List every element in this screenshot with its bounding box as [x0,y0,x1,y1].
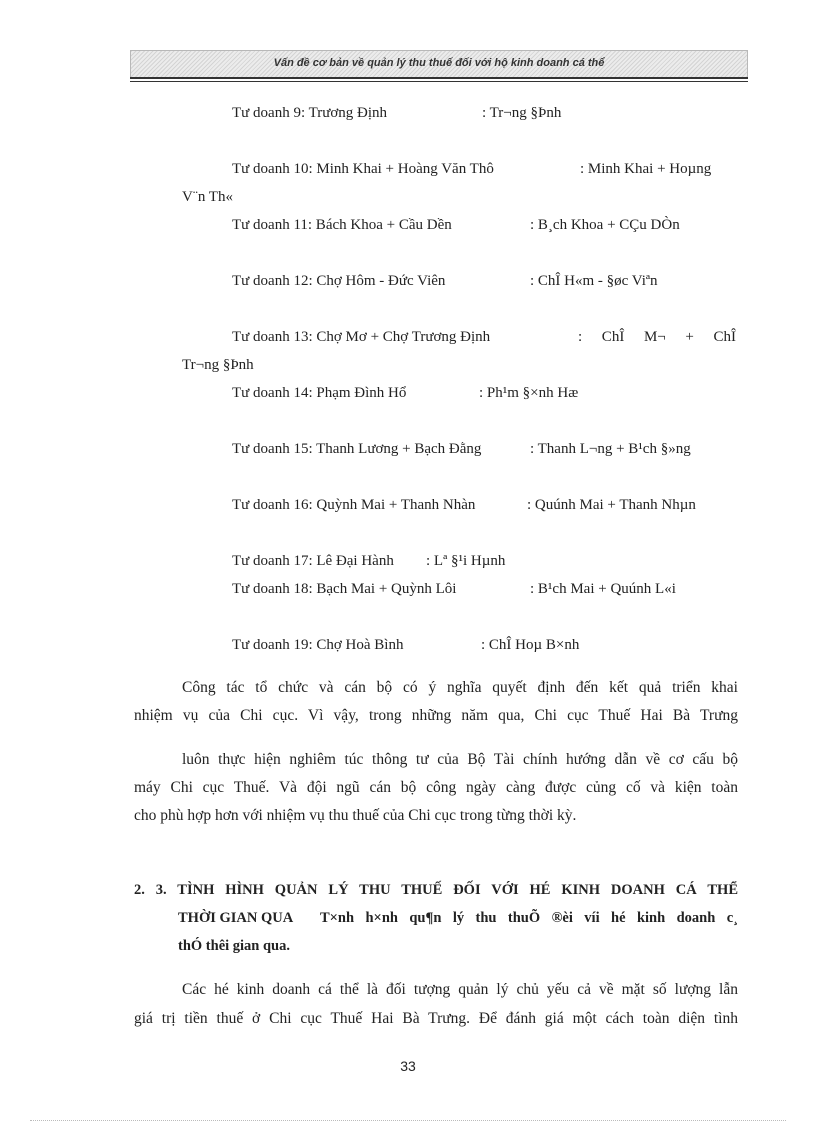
tu-doanh-11-garbled: : B¸ch Khoa + CÇu DÒn [530,217,680,233]
tu-doanh-15-garbled: : Thanh L¬ng + B¹ch §»ng [530,441,691,457]
header-rule [130,77,748,79]
tu-doanh-11-name: Tư doanh 11: Bách Khoa + Cầu Dền [232,217,452,233]
paragraph-2-line-3: cho phù hợp hơn với nhiệm vụ thu thuế của Chi cục trong từng thời kỳ. [134,807,577,824]
tu-doanh-10-cont: V¨n Th« [182,189,233,205]
section-heading-line-3: thÓ thêi gian qua. [178,938,290,954]
tu-doanh-12-garbled: : ChÎ H«m - §øc Viªn [530,273,658,289]
tu-doanh-19-garbled: : ChÎ Hoµ B×nh [481,637,580,653]
tu-doanh-19-name: Tư doanh 19: Chợ Hoà Bình [232,637,404,653]
tu-doanh-10-name: Tư doanh 10: Minh Khai + Hoàng Văn Thô [232,161,494,177]
tu-doanh-16-garbled: : Quúnh Mai + Thanh Nhµn [527,497,696,513]
tu-doanh-15-name: Tư doanh 15: Thanh Lương + Bạch Đằng [232,441,482,457]
page-number: 33 [400,1058,416,1074]
tu-doanh-9-name: Tư doanh 9: Trương Định [232,105,388,121]
section-heading-line-1: 2. 3. TÌNH HÌNH QUẢN LÝ THU THUẾ ĐỐI VỚI HÉ KINH DOANH CÁ THỂ [134,882,738,898]
paragraph-3-line-2: giá trị tiền thuế ở Chi cục Thuế Hai Bà Trưng. Để đánh giá một cách toàn diện tình [134,1010,738,1027]
paragraph-3-line-1: Các hé kinh doanh cá thể là đối tượng quản lý chủ yếu cả về mặt số lượng lẫn [182,981,738,998]
paragraph-2-line-2: máy Chi cục Thuế. Và đội ngũ cán bộ công ngày càng được củng cố và kiện toàn [134,779,738,796]
tu-doanh-18-name: Tư doanh 18: Bạch Mai + Quỳnh Lôi [232,581,457,597]
paragraph-1-line-2: nhiệm vụ của Chi cục. Vì vậy, trong những năm qua, Chi cục Thuế Hai Bà Trưng [134,707,738,724]
tu-doanh-10-garbled: : Minh Khai + Hoµng [580,161,712,177]
tu-doanh-16-name: Tư doanh 16: Quỳnh Mai + Thanh Nhàn [232,497,476,513]
tu-doanh-17-garbled: : Lª §¹i Hµnh [426,553,506,569]
tu-doanh-18-garbled: : B¹ch Mai + Quúnh L«i [530,581,676,597]
section-heading-line-2a: THỜI GIAN QUA [178,910,294,926]
tu-doanh-14-garbled: : Ph¹m §×nh Hæ [479,385,579,401]
tu-doanh-9-garbled: : Tr¬ng §Þnh [482,105,562,121]
tu-doanh-13-name: Tư doanh 13: Chợ Mơ + Chợ Trương Định [232,329,491,345]
header-rule-thin [130,81,748,82]
page-header [130,50,748,78]
paragraph-2-line-1: luôn thực hiện nghiêm túc thông tư của Bộ Tài chính hướng dẫn về cơ cấu bộ [182,751,738,768]
paragraph-1-line-1: Công tác tổ chức và cán bộ có ý nghĩa quyết định đến kết quả triển khai [182,679,738,696]
tu-doanh-12-name: Tư doanh 12: Chợ Hôm - Đức Viên [232,273,446,289]
tu-doanh-13-cont: Tr¬ng §Þnh [182,357,254,373]
section-heading-line-2b: T×nh h×nh qu¶n lý thu thuÕ ®èi víi hé kinh doanh c¸ [320,910,738,926]
tu-doanh-13-garbled: : ChÎ M¬ + ChÎ [578,329,736,345]
tu-doanh-17-name: Tư doanh 17: Lê Đại Hành [232,553,394,569]
footer-rule [30,1120,786,1121]
tu-doanh-14-name: Tư doanh 14: Phạm Đình Hổ [232,385,407,401]
header-title: Vấn đề cơ bản về quản lý thu thuế đối với hộ kinh doanh cá thể [273,57,605,69]
